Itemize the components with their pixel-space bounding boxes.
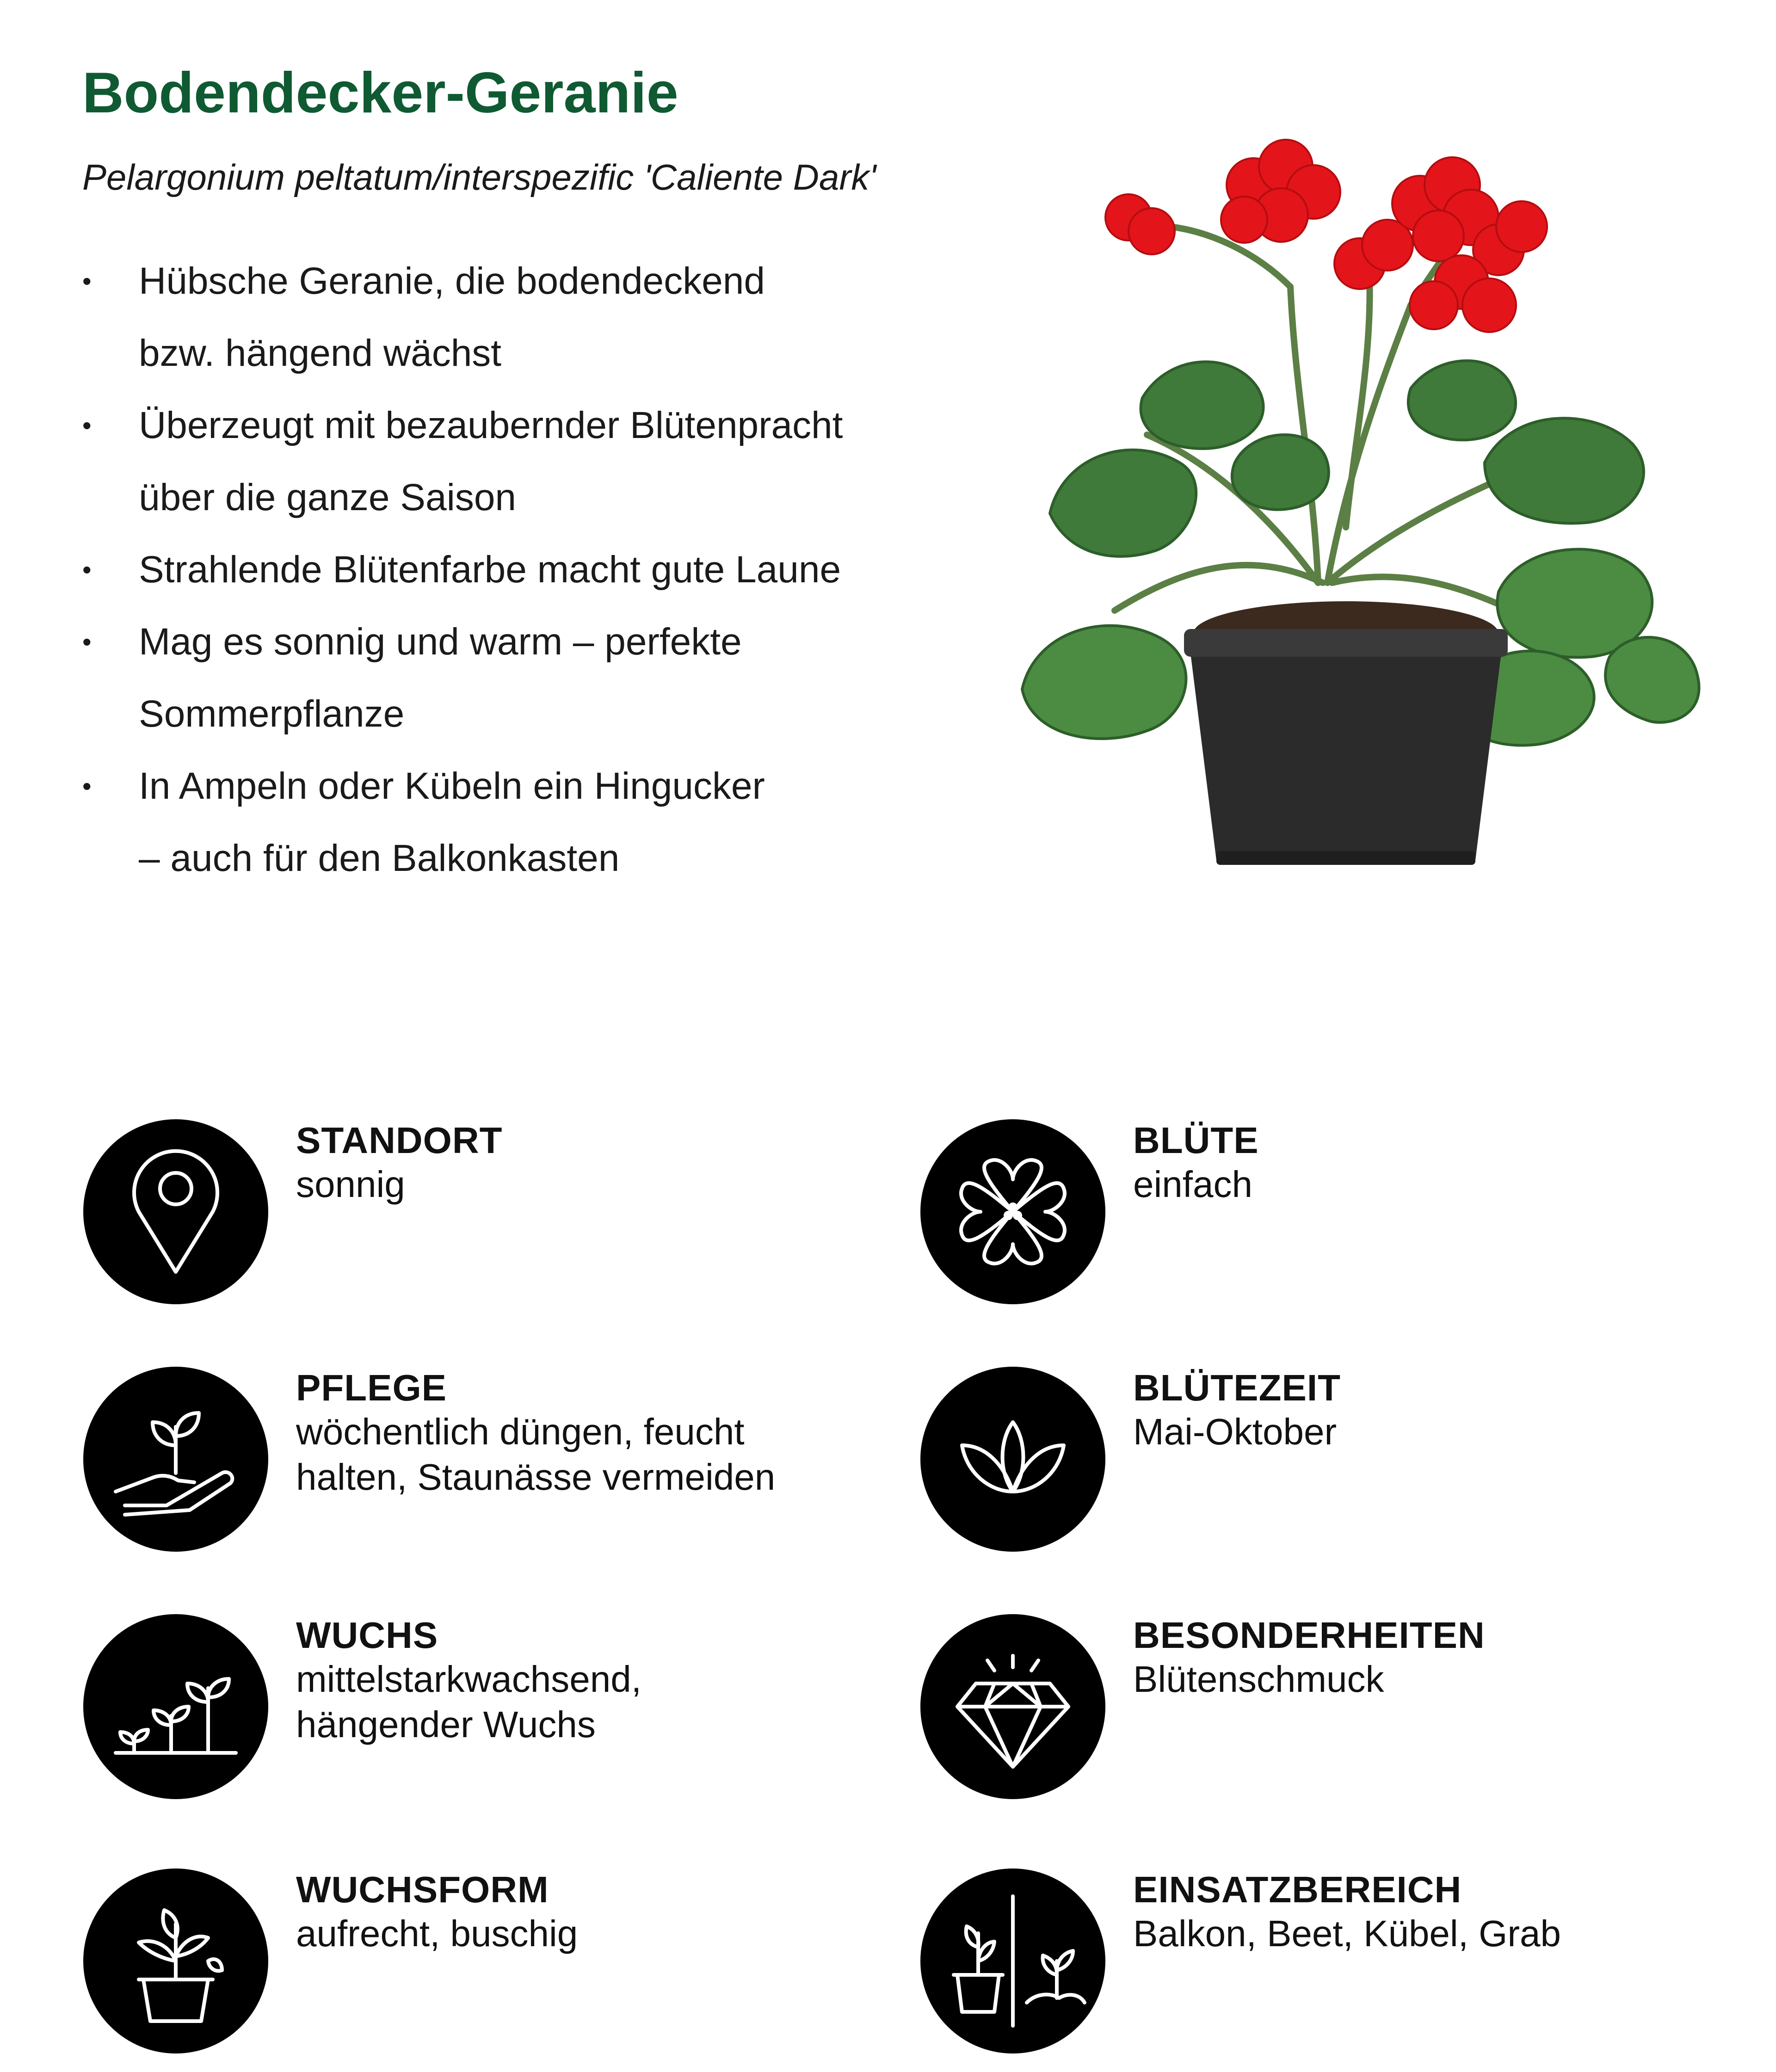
growing-sprouts-icon	[83, 1614, 268, 1799]
feature-label: WUCHS	[296, 1615, 438, 1656]
feature-label: WUCHSFORM	[296, 1869, 549, 1910]
flower-icon	[920, 1119, 1105, 1304]
bullet-line: Strahlende Blütenfarbe macht gute Laune	[139, 549, 841, 591]
bullet-line: Hübsche Geranie, die bodendeckend	[139, 260, 765, 302]
feature-label: EINSATZBEREICH	[1133, 1869, 1462, 1910]
bullet-line: über die ganze Saison	[139, 476, 517, 518]
feature-value: Balkon, Beet, Kübel, Grab	[1133, 1913, 1561, 1954]
bullet-item	[82, 534, 961, 606]
feature-value: Mai-Oktober	[1133, 1411, 1337, 1452]
bullet-line: Überzeugt mit bezaubernder Blütenpracht	[139, 404, 843, 446]
bullet-line: Sommerpflanze	[139, 693, 405, 735]
feature-label: BLÜTE	[1133, 1120, 1259, 1161]
potted-plant-icon	[83, 1868, 268, 2054]
feature-bullet-list	[82, 245, 961, 894]
feature-label: BLÜTEZEIT	[1133, 1367, 1341, 1408]
diamond-icon	[920, 1614, 1105, 1799]
feature-value: sonnig	[296, 1164, 405, 1205]
feature-value: halten, Staunässe vermeiden	[296, 1456, 776, 1498]
botanical-name: Pelargonium peltatum/interspezific 'Caliente Dark'	[82, 157, 876, 197]
page-title: Bodendecker-Geranie	[82, 61, 678, 125]
bullet-item	[82, 245, 961, 389]
bullet-symbol: •	[82, 627, 92, 656]
feature-label: PFLEGE	[296, 1367, 447, 1408]
bullet-line: bzw. hängend wächst	[139, 332, 502, 374]
feature-value: hängender Wuchs	[296, 1704, 596, 1745]
feature-value: einfach	[1133, 1164, 1252, 1205]
geranium-plant-image	[994, 111, 1753, 906]
feature-value: mittelstarkwachsend,	[296, 1659, 641, 1700]
bullet-item	[82, 606, 961, 750]
feature-value: wöchentlich düngen, feucht	[296, 1411, 745, 1452]
bullet-line: – auch für den Balkonkasten	[139, 837, 620, 879]
bullet-item	[82, 750, 961, 894]
bullet-line: Mag es sonnig und warm – perfekte	[139, 621, 742, 663]
bullet-item	[82, 389, 961, 534]
feature-label: BESONDERHEITEN	[1133, 1615, 1485, 1656]
bullet-line: In Ampeln oder Kübeln ein Hingucker	[139, 765, 765, 807]
pot-and-ground-icon	[920, 1868, 1105, 2054]
bullet-symbol: •	[82, 771, 92, 801]
lotus-icon	[920, 1367, 1105, 1552]
hand-seedling-icon	[83, 1367, 268, 1552]
bullet-symbol: •	[82, 555, 92, 584]
bullet-symbol: •	[82, 411, 92, 440]
feature-value: aufrecht, buschig	[296, 1913, 578, 1954]
bullet-symbol: •	[82, 266, 92, 296]
location-pin-icon	[83, 1119, 268, 1304]
feature-label: STANDORT	[296, 1120, 503, 1161]
feature-value: Blütenschmuck	[1133, 1659, 1384, 1700]
